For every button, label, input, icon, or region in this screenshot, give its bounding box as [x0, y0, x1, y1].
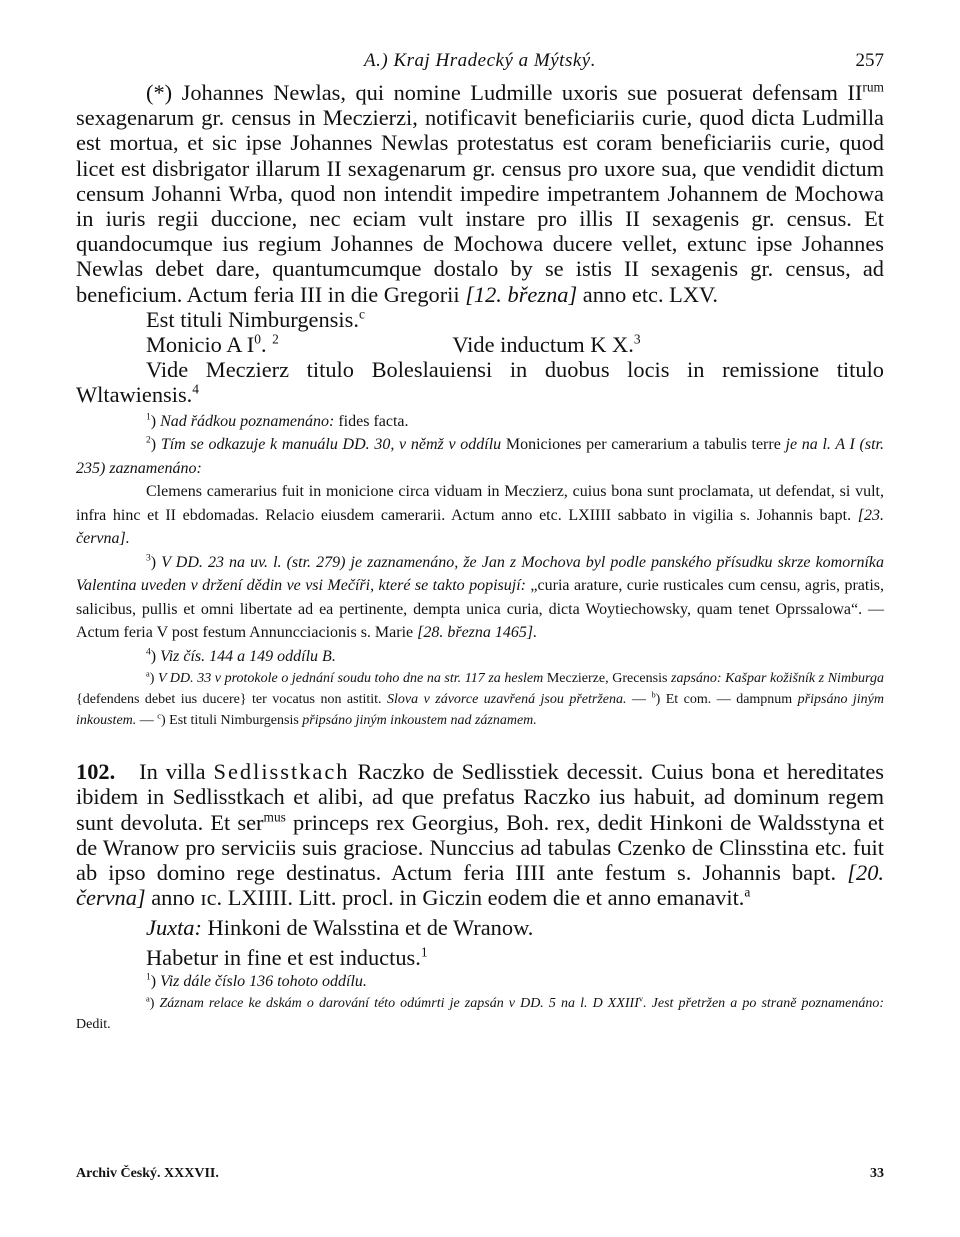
- running-title: A.) Kraj Hradecký a Mýtský.: [364, 50, 596, 71]
- footnote-102-1: [76, 970, 884, 994]
- text-run: .: [260, 332, 273, 358]
- footnotes-101: [76, 410, 884, 669]
- text-run: 3: [633, 331, 641, 347]
- footnote-3: [76, 551, 884, 645]
- text-run: Slova v závorce uzavřená jsou přetržena.: [387, 692, 627, 708]
- text-run: Nad řádkou poznamenáno:: [160, 412, 335, 430]
- footnote-2: [76, 433, 884, 480]
- text-run: a: [146, 669, 150, 679]
- entry-number: 102.: [76, 759, 116, 785]
- entry-101: [76, 80, 884, 408]
- text-run: princeps rex Georgius, Boh. rex, dedit Hinkoni de Waldsstyna et de Wranow pro serviciis suis graciose. Nunccius ad tabulas Czenko de Clinsstina etc. fuit ab ipso domino rege destinatus. Actum feria IIII ante festum s. Johannis bapt.: [76, 809, 884, 885]
- text-run: ): [150, 972, 161, 990]
- text-run: 2: [146, 434, 151, 446]
- text-run: 1: [420, 944, 428, 960]
- small-notes-101: [76, 668, 884, 731]
- text-run: Tím se odkazuje k manuálu DD. 30, v němž v oddílu: [160, 436, 502, 454]
- entry-102-text: [76, 759, 884, 910]
- text-run: V DD. 33 v protokole o jednání soudu toho dne na str. 117 za heslem: [157, 671, 544, 687]
- text-run: ): [150, 436, 161, 454]
- text-run: b: [651, 690, 656, 700]
- text-run: „curia arature, curie rusticales cum censu, agris, pratis, salicibus, pullis et omni libertate ad ea pertinente, dempta unica curia, dicta Woytiechowsky, quam tenet Oprssalowa“. — Actum feria V post festum Annuncciacionis s. Marie: [76, 577, 884, 642]
- vide-meczierz-line: [76, 357, 884, 407]
- text-run: ) Et com. — dampnum: [655, 692, 798, 708]
- text-run: c: [358, 306, 365, 322]
- text-run: Moniciones per camerarium a tabulis terre: [501, 436, 786, 454]
- text-run: a: [744, 884, 751, 900]
- text-run: [23. června].: [76, 506, 884, 548]
- text-run: [12. března]: [465, 281, 578, 307]
- page-footer: [76, 1166, 884, 1182]
- text-run: (*) Johannes Newlas, qui nomine Ludmille uxoris sue posuerat defensam II: [146, 80, 863, 105]
- entry-101-paragraph: [76, 80, 884, 307]
- tituli-line: [76, 307, 884, 332]
- page: [76, 50, 884, 1035]
- text-run: {defendens debet ius ducere} ter vocatus non astitit.: [76, 692, 388, 708]
- text-run: Vide inductum K X.: [452, 332, 634, 358]
- entry-separator: [76, 731, 884, 759]
- journal-title: Archiv Český. XXXVII.: [76, 1166, 219, 1181]
- text-run: fides facta.: [334, 412, 409, 430]
- text-run: Hinkoni de Walsstina et de Wranow.: [201, 915, 534, 941]
- text-run: —: [136, 713, 158, 729]
- footnote-4: [76, 645, 884, 669]
- text-run: je na l. A I (str. 235) zaznamenáno:: [76, 436, 885, 477]
- text-run: 4: [146, 646, 151, 658]
- text-run: Záznam relace ke dskám o darování této odúmrti je zapsán v DD. 5 na l. D XXIII: [159, 996, 639, 1012]
- text-run: připsáno jiným inkoustem nad záznamem.: [302, 713, 537, 729]
- text-run: . Jest přetržen a po straně poznamenáno:: [643, 996, 884, 1012]
- entry-102-paragraph: [76, 759, 884, 910]
- text-run: 2: [272, 331, 279, 347]
- text-run: připsáno jiným inkoustem.: [76, 692, 885, 729]
- text-run: Viz čís. 144 a 149 oddílu B.: [160, 647, 336, 665]
- text-run: Sedlisstkach: [213, 759, 350, 785]
- page-number: 257: [855, 50, 884, 71]
- text-run: v: [638, 994, 644, 1004]
- text-run: Est tituli Nimburgensis.: [146, 306, 359, 332]
- small-note-a: [76, 668, 884, 731]
- text-run: sexagenarum gr. census in Meczierzi, notificavit beneficiariis curie, quod dicta Ludmilla est mortua, et sic ipse Johannes Newlas protestatus est coram beneficiariis curie, quod licet est disbrigator illarum II sexagenarum gr. census pro uxore sua, que vendidit dictum censum Johanni Wrba, quod non intendit impedire impetrantem Johannem de Mochowa in iuris regii duccione, nec eciam vult instare pro illis II sexagenis gr. census. Et quandocumque ius regium Johannes de Mochowa ducere vellet, extunc ipse Johannes Newlas debet dare, quantumcumque dostalo by se istis II sexagenis gr. census, ad beneficium. Actum feria III in die Gregorii: [76, 105, 884, 307]
- sheet-signature: 33: [870, 1166, 884, 1181]
- habetur-line: [76, 945, 884, 970]
- text-run: Viz dále číslo 136 tohoto oddílu.: [160, 972, 367, 990]
- text-run: ): [150, 647, 161, 665]
- running-header: [76, 50, 884, 80]
- text-run: c: [157, 711, 161, 721]
- text-run: [20. června]: [76, 859, 884, 911]
- entry-102: [76, 759, 884, 970]
- text-run: ) Est tituli Nimburgensis: [160, 713, 303, 729]
- text-run: a: [146, 994, 150, 1004]
- text-run: —: [626, 692, 652, 708]
- text-run: rum: [862, 79, 884, 95]
- text-run: ): [150, 412, 161, 430]
- text-run: V DD. 23 na uv. l. (str. 279) je zaznamenáno, že Jan z Mochova byl podle panského přísudku skrze komorníka Valentina uveden v držení dědin ve vsi Mečíři, které se takto popisují:: [76, 553, 884, 595]
- monicio-row: [76, 332, 884, 357]
- text-run: ): [149, 671, 158, 687]
- footnotes-102: [76, 970, 884, 994]
- text-run: Raczko de Sedlisstiek decessit. Cuius bona et hereditates ibidem in Sedlisstkach et alibi, ad que prefatus Raczko ius habuit, ad dominum regem sunt devoluta. Et ser: [76, 759, 884, 835]
- text-run: mus: [263, 809, 286, 825]
- text-run: Clemens camerarius fuit in monicione circa viduam in Meczierz, cuius bona sunt proclamata, ut defendat, si vult, infra hinc et II ebdomadas. Relacio eiusdem camerarii. Actum anno etc. LXIIII sabbato in vigilia s. Johannis bapt.: [76, 483, 884, 524]
- text-run: 0: [254, 331, 261, 347]
- text-run: Meczierze, Grecensis: [543, 671, 671, 687]
- text-run: ): [149, 996, 160, 1012]
- text-run: Dedit.: [76, 1017, 111, 1033]
- text-run: zapsáno: Kašpar kožišník z Nimburga: [671, 671, 884, 687]
- text-run: 3: [146, 552, 151, 564]
- text-run: 1: [146, 411, 151, 423]
- footnote-1: [76, 410, 884, 434]
- text-run: 4: [192, 381, 200, 397]
- small-note-102-a: [76, 993, 884, 1035]
- text-run: Monicio A I: [146, 332, 255, 358]
- monicio-text: [146, 332, 279, 357]
- text-run: anno etc. LXV.: [577, 281, 718, 307]
- vide-inductum-text: [452, 332, 640, 357]
- text-run: anno ɪc. LXIIII. Litt. procl. in Giczin eodem die et anno emanavit.: [145, 885, 745, 911]
- text-run: In villa: [139, 759, 214, 785]
- text-run: Habetur in fine et est inductus.: [146, 944, 421, 970]
- text-run: ): [150, 553, 162, 571]
- juxta-line: [76, 915, 884, 940]
- text-run: [28. března 1465].: [417, 624, 538, 642]
- small-notes-102: [76, 993, 884, 1035]
- text-run: Vide Meczierz titulo Boleslauiensi in duobus locis in remissione titulo Wltawiensis.: [76, 357, 884, 408]
- text-run: Juxta:: [146, 915, 202, 941]
- text-run: 1: [146, 971, 151, 983]
- footnote-2-quote: [76, 480, 884, 551]
